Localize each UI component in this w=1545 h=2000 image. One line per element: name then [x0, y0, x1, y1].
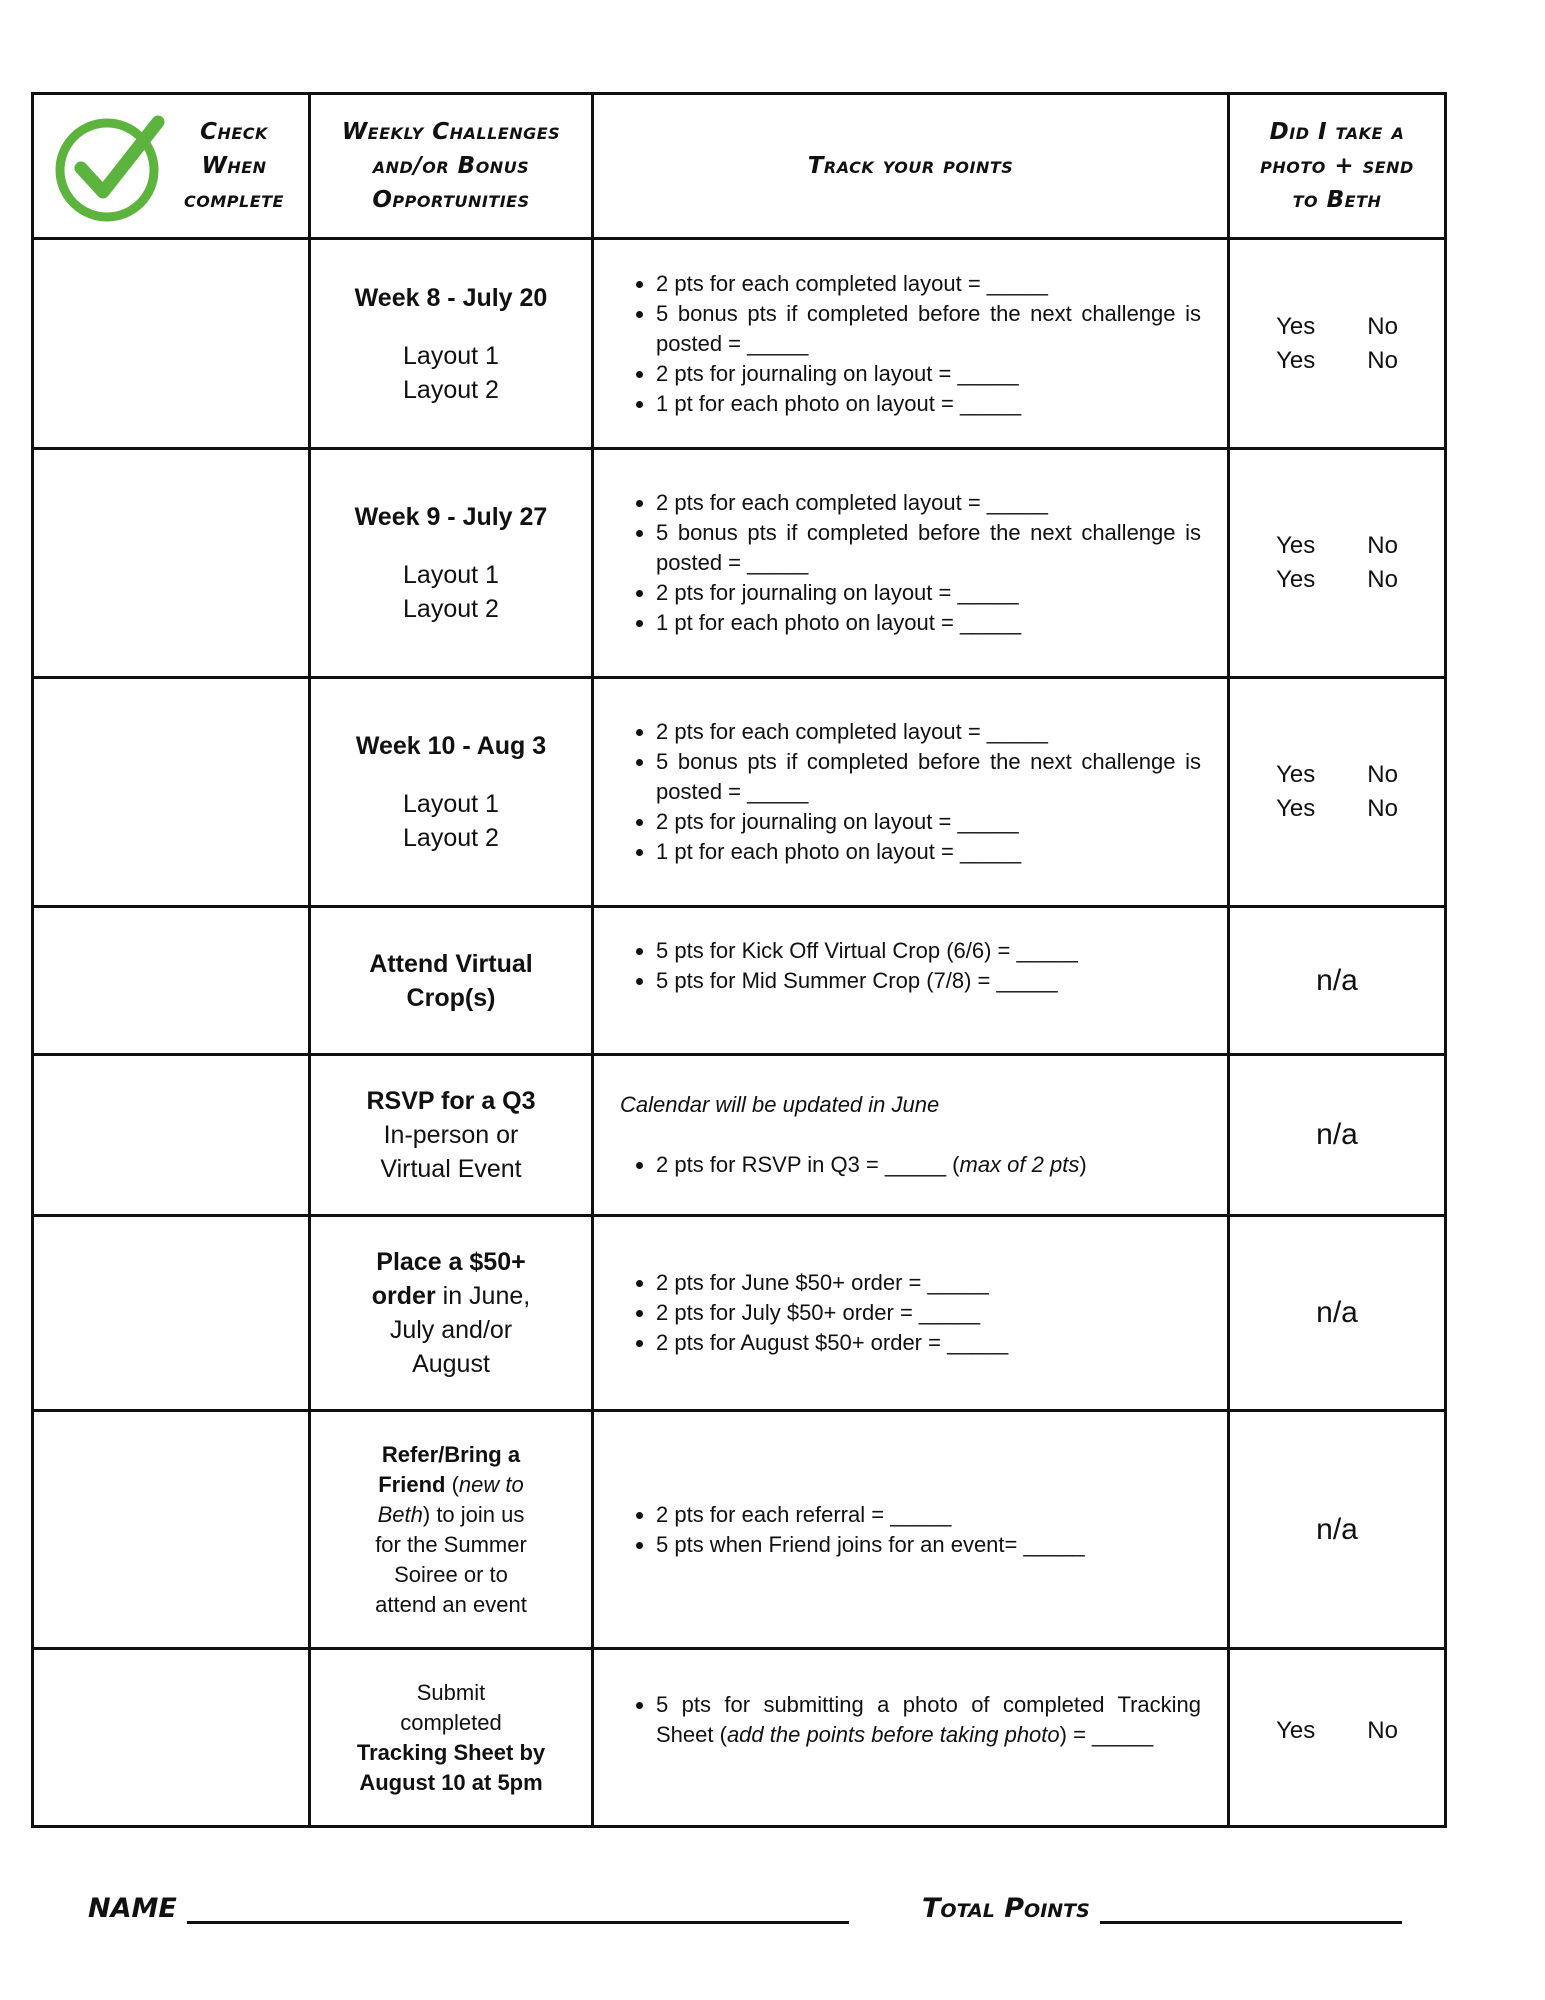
yes-option[interactable]: Yes — [1276, 761, 1316, 788]
refer-line-3-rest: ) to join us — [422, 1501, 525, 1527]
points-cell — [593, 678, 1229, 907]
points-item — [656, 1150, 1201, 1180]
no-option[interactable]: No — [1367, 795, 1398, 822]
header-photo — [1229, 94, 1446, 239]
points-item: • 5 bonus pts if completed before the next challenge is posted = _____ — [656, 299, 1201, 359]
points-item: • 2 pts for journaling on layout = _____ — [656, 359, 1201, 389]
photo-cell — [1229, 239, 1446, 449]
points-item: • 2 pts for journaling on layout = _____ — [656, 807, 1201, 837]
points-cell — [593, 1649, 1229, 1827]
week-title: Week 8 - July 20 — [354, 283, 548, 312]
rsvp-line-2: In-person or — [383, 1121, 519, 1149]
header-photo-line-1: Did I take a — [1269, 119, 1405, 145]
header-check-label-2: When — [201, 153, 267, 179]
name-field[interactable] — [88, 1893, 849, 1924]
table-row — [33, 907, 1446, 1055]
no-option[interactable]: No — [1367, 312, 1398, 340]
layout-label: Layout 1 — [403, 790, 499, 818]
points-cell — [593, 1055, 1229, 1216]
order-line-2 — [311, 1279, 591, 1313]
table-row — [33, 239, 1446, 449]
crop-title-line-2: Crop(s) — [406, 983, 496, 1012]
order-line-3: July and/or — [389, 1316, 513, 1344]
challenge-cell — [310, 449, 593, 678]
refer-beth: Beth — [377, 1501, 423, 1527]
table-row — [33, 1055, 1446, 1216]
week-title: Week 9 - July 27 — [354, 503, 548, 531]
no-option[interactable]: No — [1367, 761, 1398, 788]
submit-bullet-end: ) = _____ — [1059, 1722, 1154, 1747]
tracking-table — [31, 92, 1447, 1828]
points-item: • 5 pts for Kick Off Virtual Crop (6/6) = _____ — [656, 936, 1201, 966]
refer-line-1: Refer/Bring a — [381, 1441, 521, 1467]
yes-option[interactable]: Yes — [1276, 532, 1316, 559]
yes-option[interactable]: Yes — [1276, 795, 1316, 822]
challenge-cell — [310, 1216, 593, 1411]
points-cell — [593, 449, 1229, 678]
challenge-cell — [310, 1055, 593, 1216]
total-points-field[interactable] — [922, 1893, 1402, 1924]
no-option[interactable]: No — [1367, 346, 1398, 374]
checkbox-cell[interactable] — [33, 907, 310, 1055]
table-row — [33, 1216, 1446, 1411]
submit-line-3: Tracking Sheet by — [356, 1739, 546, 1765]
points-cell — [593, 907, 1229, 1055]
challenge-cell — [310, 678, 593, 907]
layout-label: Layout 2 — [403, 375, 499, 404]
layout-label: Layout 2 — [403, 824, 499, 852]
yes-option[interactable]: Yes — [1276, 346, 1316, 374]
rsvp-bullet-end: ) — [1079, 1152, 1087, 1177]
points-item: • 5 pts when Friend joins for an event= _____ — [656, 1530, 1201, 1560]
points-item: • 2 pts for each referral = _____ — [656, 1500, 1201, 1530]
table-row — [33, 1411, 1446, 1649]
layout-label: Layout 1 — [403, 341, 499, 370]
refer-paren: ( — [445, 1471, 459, 1497]
checkbox-cell[interactable] — [33, 449, 310, 678]
photo-cell — [1229, 907, 1446, 1055]
refer-line-3 — [311, 1500, 591, 1530]
order-line-2-rest: in June, — [435, 1282, 531, 1310]
points-cell — [593, 1216, 1229, 1411]
points-item: • 5 pts for Mid Summer Crop (7/8) = _____ — [656, 966, 1201, 996]
header-check — [33, 94, 310, 239]
points-item: • 2 pts for journaling on layout = _____ — [656, 578, 1201, 608]
header-photo-line-3: to Beth — [1292, 187, 1382, 213]
layout-label: Layout 1 — [403, 561, 499, 589]
rsvp-title: RSVP for a Q3 — [366, 1087, 536, 1115]
na-label: n/a — [1316, 1512, 1358, 1546]
name-line[interactable] — [187, 1899, 849, 1924]
calendar-note: Calendar will be updated in June — [620, 1092, 940, 1117]
name-label: NAME — [88, 1893, 177, 1924]
challenge-cell — [310, 239, 593, 449]
points-item: • 2 pts for each completed layout = _____ — [656, 488, 1201, 518]
points-cell — [593, 239, 1229, 449]
refer-friend: Friend — [378, 1471, 446, 1497]
refer-line-5: Soiree or to — [394, 1561, 508, 1587]
checkbox-cell[interactable] — [33, 1055, 310, 1216]
header-track — [593, 94, 1229, 239]
order-line-1: Place a $50+ — [376, 1248, 526, 1276]
refer-new-to: new to — [458, 1471, 524, 1497]
order-bold: order — [371, 1282, 436, 1310]
table-row — [33, 678, 1446, 907]
header-challenges-line-3: Opportunities — [372, 187, 530, 213]
rsvp-line-3: Virtual Event — [380, 1155, 522, 1183]
checkbox-cell[interactable] — [33, 239, 310, 449]
layout-label: Layout 2 — [403, 595, 499, 623]
refer-line-4: for the Summer — [375, 1531, 527, 1557]
photo-cell — [1229, 1411, 1446, 1649]
points-item: • 2 pts for July $50+ order = _____ — [656, 1298, 1201, 1328]
na-label: n/a — [1316, 1296, 1358, 1329]
photo-cell — [1229, 449, 1446, 678]
submit-line-4: August 10 at 5pm — [359, 1769, 543, 1795]
refer-line-2 — [311, 1470, 591, 1500]
header-track-label: Track your points — [807, 153, 1014, 179]
no-option[interactable]: No — [1367, 532, 1398, 559]
header-challenges-line-1: Weekly Challenges — [341, 119, 561, 145]
submit-bullet-italic: add the points before taking photo — [726, 1722, 1060, 1747]
challenge-cell — [310, 1649, 593, 1827]
submit-line-2: completed — [400, 1709, 502, 1735]
rsvp-bullet-max: max of 2 pts — [959, 1152, 1080, 1177]
no-option[interactable]: No — [1367, 1717, 1398, 1744]
total-points-label: Total Points — [922, 1893, 1090, 1924]
points-item: • 1 pt for each photo on layout = _____ — [656, 608, 1201, 638]
checkbox-cell[interactable] — [33, 1411, 310, 1649]
order-line-4: August — [412, 1350, 490, 1378]
photo-cell — [1229, 1649, 1446, 1827]
rsvp-bullet-text: 2 pts for RSVP in Q3 = _____ ( — [656, 1152, 960, 1177]
challenge-cell — [310, 1411, 593, 1649]
header-challenges-line-2: and/or Bonus — [372, 153, 530, 179]
points-item — [656, 1690, 1201, 1750]
header-photo-line-2: photo + send — [1260, 153, 1414, 179]
crop-title-line-1: Attend Virtual — [369, 949, 533, 978]
challenge-cell — [310, 907, 593, 1055]
na-label: n/a — [1316, 1118, 1358, 1151]
header-check-label-1: Check — [200, 119, 268, 145]
yes-option[interactable]: Yes — [1276, 312, 1316, 340]
submit-line-1: Submit — [416, 1679, 486, 1705]
checkmark-circle-icon — [54, 110, 166, 222]
table-row — [33, 449, 1446, 678]
points-item: • 5 bonus pts if completed before the next challenge is posted = _____ — [656, 518, 1201, 578]
points-cell — [593, 1411, 1229, 1649]
points-item: • 2 pts for each completed layout = _____ — [656, 269, 1201, 299]
header-check-label-3: complete — [184, 187, 284, 213]
points-item: • 2 pts for June $50+ order = _____ — [656, 1268, 1201, 1298]
week-title: Week 10 - Aug 3 — [355, 732, 547, 760]
photo-cell — [1229, 678, 1446, 907]
checkbox-cell[interactable] — [33, 1216, 310, 1411]
yes-option[interactable]: Yes — [1276, 566, 1316, 593]
photo-cell — [1229, 1216, 1446, 1411]
points-item: • 1 pt for each photo on layout = _____ — [656, 837, 1201, 867]
yes-option[interactable]: Yes — [1276, 1717, 1316, 1744]
refer-line-6: attend an event — [375, 1591, 527, 1617]
points-item: • 1 pt for each photo on layout = _____ — [656, 389, 1201, 419]
total-points-line[interactable] — [1100, 1899, 1402, 1924]
photo-cell — [1229, 1055, 1446, 1216]
checkbox-cell[interactable] — [33, 1649, 310, 1827]
submit-bullet-text: 5 pts for submitting a photo of completed Tracking Sheet ( — [656, 1692, 1201, 1747]
points-item: • 5 bonus pts if completed before the next challenge is posted = _____ — [656, 747, 1201, 807]
table-row — [33, 1649, 1446, 1827]
na-label: n/a — [1316, 963, 1358, 997]
points-item: • 2 pts for August $50+ order = _____ — [656, 1328, 1201, 1358]
no-option[interactable]: No — [1367, 566, 1398, 593]
checkbox-cell[interactable] — [33, 678, 310, 907]
points-item: • 2 pts for each completed layout = _____ — [656, 717, 1201, 747]
header-challenges — [310, 94, 593, 239]
header-row — [33, 94, 1446, 239]
